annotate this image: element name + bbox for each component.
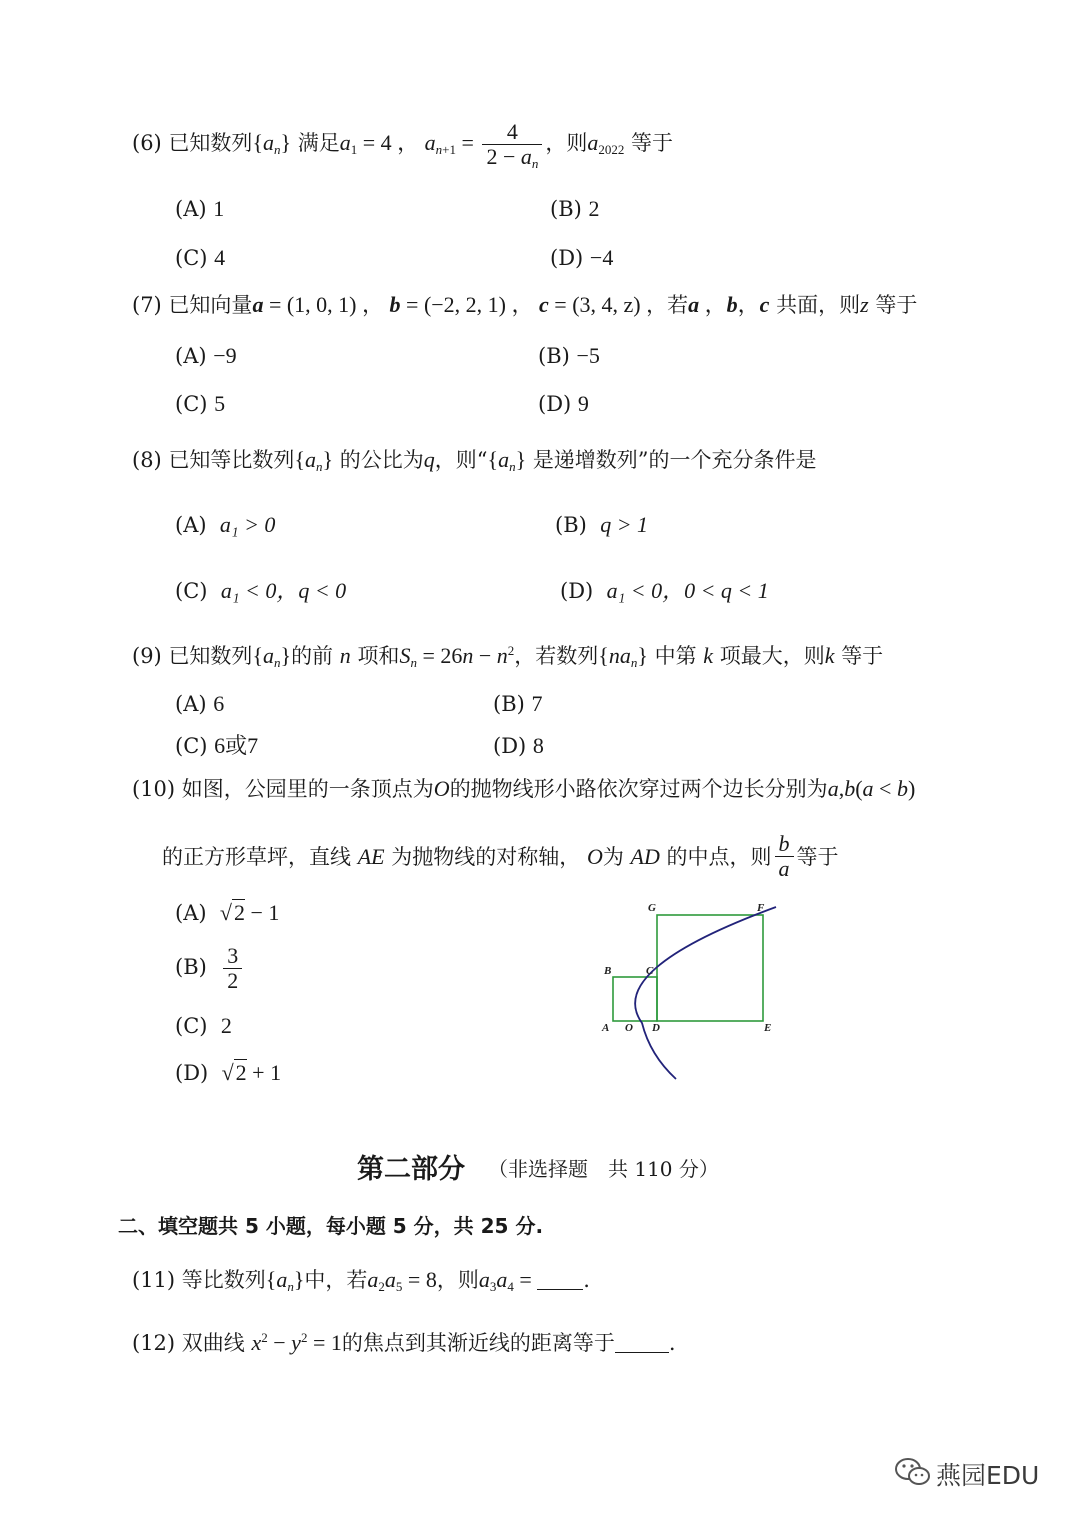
- question-number: (7): [132, 293, 162, 317]
- question-text: 等比数列: [181, 1268, 266, 1292]
- option-b: (B) q > 1: [555, 512, 649, 537]
- question-text: 双曲线: [181, 1331, 245, 1355]
- question-11: (11) 等比数列$\{a_n\}$中，若$a_2a_5 = 8$，则$a_3a_4$ = .: [132, 1267, 590, 1294]
- question-text: ，则: [545, 131, 588, 156]
- question-text: 共面，则: [776, 293, 861, 317]
- question-text: 等于: [841, 644, 884, 668]
- question-number: (9): [132, 644, 162, 668]
- question-text: 已知数列: [168, 644, 253, 668]
- option-a: (A) 1: [175, 196, 225, 221]
- section-heading: 二、填空题共 5 小题，每小题 5 分，共 25 分.: [118, 1214, 544, 1238]
- question-number: (6): [132, 131, 162, 156]
- label-g: G: [648, 902, 656, 914]
- question-text: 为抛物线的对称轴，: [391, 845, 581, 870]
- question-text: 等于: [631, 131, 674, 156]
- question-number: (8): [132, 448, 162, 472]
- option-b-value: $\frac{3}{2}$: [223, 944, 242, 993]
- question-text: 已知等比数列: [168, 448, 295, 472]
- option-d: (D) 9: [538, 391, 589, 416]
- option-b: (B) 2: [550, 196, 600, 221]
- question-9: (9) 已知数列$\{a_n\}$的前 n 项和$S_n = 26n - n^2$，若数列$\{na_n\}$ 中第 k 项最大，则k 等于: [132, 643, 884, 670]
- option-b: (B) 7: [493, 691, 543, 716]
- label-o: O: [625, 1022, 633, 1034]
- option-c: (C) 4: [175, 245, 226, 270]
- question-text: 中，若: [304, 1268, 368, 1292]
- question-text: 已知向量: [168, 293, 253, 317]
- option-c: (C) a₁ < 0，q < 0: [175, 578, 347, 603]
- question-text: 项最大，则: [719, 644, 825, 668]
- option-d: (D) −4: [550, 245, 614, 270]
- question-12: (12) 双曲线 $x^2 - y^2 = 1$的焦点到其渐近线的距离等于 .: [132, 1330, 676, 1355]
- label-a: A: [602, 1022, 610, 1034]
- question-10: (10) 如图，公园里的一条顶点为O的抛物线形小路依次穿过两个边长分别为a,b(a < b): [132, 776, 916, 801]
- question-text: 的前: [291, 644, 334, 668]
- question-text: 等于: [875, 293, 918, 317]
- option-d: (D) √2 + 1: [175, 1060, 282, 1085]
- question-number: (11): [132, 1268, 176, 1292]
- label-b: B: [604, 965, 612, 977]
- option-d: (D) a₁ < 0，0 < q < 1: [560, 578, 769, 603]
- option-c: (C) 6或7: [175, 733, 259, 758]
- question-text: 等于: [796, 845, 839, 870]
- label-d: D: [652, 1022, 660, 1034]
- option-a: (A) √2 − 1: [175, 900, 280, 925]
- math-fraction: $\frac{4}{2 - a_n}$: [482, 120, 542, 169]
- option-c: (C) 5: [175, 391, 226, 416]
- math-vectors: a = (1, 0, 1) ， b = (−2, 2, 1) ， c = (3, 4, z): [252, 292, 641, 317]
- math-target: $a_{2022}$: [587, 130, 625, 158]
- question-text: ，则: [436, 1268, 479, 1292]
- question-text: 的抛物线形小路依次穿过两个边长分别为: [449, 777, 828, 801]
- question-8: (8) 已知等比数列$\{a_n\}$ 的公比为q，则“$\{a_n\}$ 是递增数列”的一个充分条件是: [132, 447, 817, 474]
- question-text: 已知数列: [168, 131, 253, 156]
- question-text: 满足: [297, 131, 340, 156]
- option-a: (A) −9: [175, 343, 237, 368]
- option-a: (A) 6: [175, 691, 225, 716]
- option-c: (C) 2: [175, 1013, 232, 1038]
- question-text: 的中点，则: [666, 845, 772, 870]
- question-text: 的正方形草坪，直线: [162, 845, 351, 870]
- option-b: (B) −5: [538, 343, 600, 368]
- option-d: (D) 8: [493, 733, 544, 758]
- question-text: ，则“: [434, 448, 488, 472]
- question-text: 是递增数列”的一个充分条件是: [532, 448, 817, 472]
- wechat-icon: [893, 1456, 933, 1488]
- question-text: 如图，公园里的一条顶点为: [181, 777, 434, 801]
- option-d-value: √2 + 1: [221, 1060, 282, 1085]
- option-a-value: √2 − 1: [219, 900, 280, 925]
- math-condition: $a_1 = 4$ ， $a_{n+1}$ =: [339, 130, 480, 158]
- watermark-text: 燕园EDU: [936, 1461, 1040, 1490]
- question-text: 的公比为: [339, 448, 424, 472]
- answer-blank[interactable]: [537, 1289, 583, 1290]
- answer-blank[interactable]: [615, 1352, 669, 1353]
- question-number: (10): [132, 777, 176, 801]
- question-number: (12): [132, 1331, 176, 1355]
- option-b: (B) $\frac{3}{2}$: [175, 944, 245, 993]
- question-7: (7) 已知向量a = (1, 0, 1) ， b = (−2, 2, 1) ， c = (3, 4, z) ，若a ，b，c 共面，则z 等于: [132, 292, 918, 317]
- question-6: [132, 119, 674, 172]
- math-seq: $\{a_n\}$: [252, 130, 292, 158]
- math-vector-list: a ，b，c: [688, 292, 770, 317]
- label-e: E: [764, 1022, 772, 1034]
- label-c: C: [646, 965, 654, 977]
- option-a: (A) a₁ > 0: [175, 512, 276, 537]
- part-title: 第二部分: [357, 1154, 465, 1185]
- question-text: ，若数列: [514, 644, 599, 668]
- part-subtitle: （非选择题 共 110 分）: [488, 1157, 719, 1181]
- question-text: 中第: [654, 644, 697, 668]
- math-fraction: $\frac{b}{a}$: [775, 832, 794, 881]
- question-text: 为: [602, 845, 624, 870]
- question-text: ，若: [646, 293, 689, 317]
- label-f: F: [757, 902, 765, 914]
- question-text: 的焦点到其渐近线的距离等于: [341, 1331, 615, 1355]
- question-10-cont: 的正方形草坪，直线 AE 为抛物线的对称轴， O为 AD 的中点，则 $\frac{b}{a}$ 等于: [162, 831, 839, 882]
- parabola-figure: [590, 895, 800, 1090]
- question-text: 项和: [357, 644, 400, 668]
- large-square: [657, 915, 763, 1021]
